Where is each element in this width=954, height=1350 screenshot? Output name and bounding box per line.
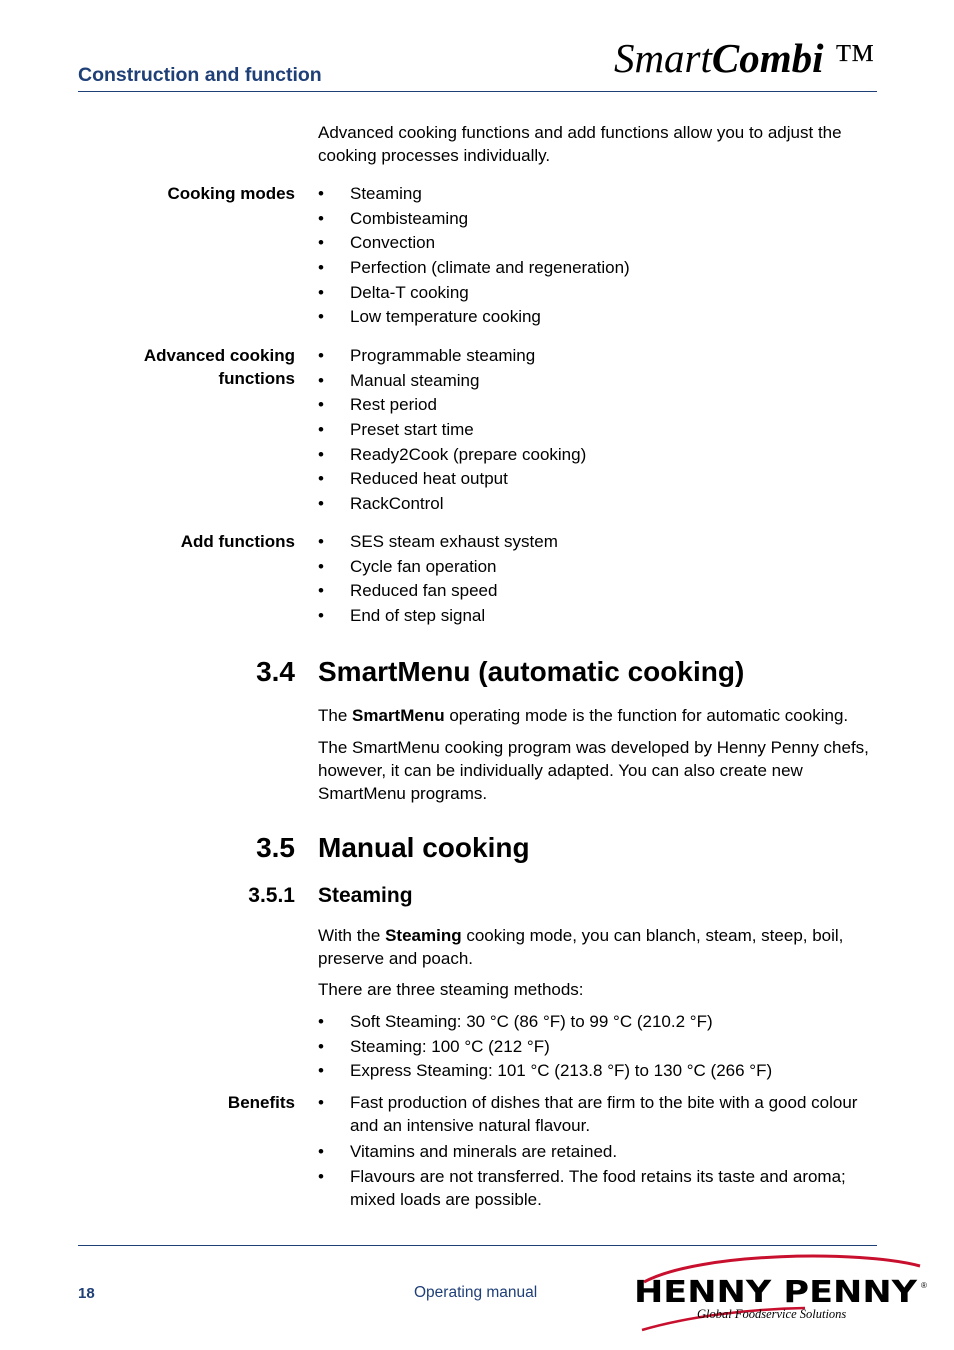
list-item: • SES steam exhaust system — [318, 530, 878, 553]
steaming-paragraph-2: There are three steaming methods: — [318, 980, 584, 999]
list-item: • End of step signal — [318, 604, 878, 627]
brand-tm: ™ — [823, 35, 874, 81]
advanced-functions-label-line1: Advanced cooking — [143, 346, 295, 365]
list-item: • Programmable steaming — [318, 344, 878, 367]
section-header-title: Construction and function — [78, 64, 322, 86]
section-number: 3.4 — [256, 656, 295, 687]
footer-rule — [78, 1245, 877, 1246]
list-item: • Steaming: 100 °C (212 °F) — [318, 1035, 878, 1058]
smartmenu-paragraph-1 — [318, 704, 878, 727]
list-item: • RackControl — [318, 492, 878, 515]
brand-bold: Combi — [711, 35, 824, 81]
add-functions-label: Add functions — [180, 532, 295, 551]
list-item: • Fast production of dishes that are firm to the bite with a good colour and an intensive natural flavour. — [318, 1091, 880, 1137]
page-number: 18 — [78, 1285, 95, 1302]
text-run: operating mode is the function for automatic cooking. — [444, 706, 849, 725]
list-item: • Ready2Cook (prepare cooking) — [318, 443, 878, 466]
list-item: • Steaming — [318, 182, 878, 205]
list-item: • Combisteaming — [318, 207, 878, 230]
section-title: SmartMenu (automatic cooking) — [318, 656, 745, 687]
list-item: • Reduced heat output — [318, 467, 878, 490]
intro-paragraph: Advanced cooking functions and add functions allow you to adjust the cooking processes individually. — [318, 123, 842, 165]
section-title: Steaming — [318, 884, 413, 907]
list-item: • Preset start time — [318, 418, 878, 441]
list-item: • Express Steaming: 101 °C (213.8 °F) to 130 °C (266 °F) — [318, 1059, 878, 1082]
bold-term: Steaming — [385, 926, 462, 945]
list-item: • Rest period — [318, 393, 878, 416]
list-item: • Flavours are not transferred. The food retains its taste and aroma; mixed loads are possible. — [318, 1165, 880, 1211]
smartmenu-paragraph-2: The SmartMenu cooking program was developed by Henny Penny chefs, however, it can be individually adapted. You can also create new SmartMenu programs. — [318, 738, 869, 803]
text-run: The — [318, 706, 353, 725]
section-number: 3.5 — [256, 832, 295, 863]
footer-manual-label: Operating manual — [414, 1284, 538, 1301]
steaming-paragraph-1 — [318, 924, 878, 970]
brand-prefix: Smart — [613, 35, 712, 81]
benefits-label: Benefits — [227, 1093, 295, 1112]
list-item: • Reduced fan speed — [318, 579, 878, 602]
logo-tagline: Global Foodservice Solutions — [697, 1307, 847, 1321]
brand-title — [614, 34, 874, 82]
list-item: • Manual steaming — [318, 369, 878, 392]
list-item: • Cycle fan operation — [318, 555, 878, 578]
logo-wordmark: HENNY PENNY — [634, 1275, 919, 1310]
section-title: Manual cooking — [318, 832, 530, 863]
text-run: cooking mode, you can blanch, steam, steep, boil, preserve and poach. — [318, 926, 844, 968]
section-number: 3.5.1 — [248, 884, 295, 907]
text-run: With the — [318, 926, 386, 945]
list-item: • Convection — [318, 231, 878, 254]
steaming-methods-list — [318, 1010, 878, 1084]
list-item: • Low temperature cooking — [318, 305, 878, 328]
benefits-list — [318, 1091, 880, 1214]
list-item: • Delta-T cooking — [318, 281, 878, 304]
logo-registered: ® — [921, 1281, 927, 1290]
advanced-functions-label-line2: functions — [218, 369, 295, 388]
list-item: • Vitamins and minerals are retained. — [318, 1140, 880, 1163]
cooking-modes-label: Cooking modes — [167, 184, 295, 203]
list-item: • Perfection (climate and regeneration) — [318, 256, 878, 279]
advanced-functions-list — [318, 344, 878, 517]
add-functions-list — [318, 530, 878, 629]
header-rule — [78, 91, 877, 92]
cooking-modes-list — [318, 182, 878, 330]
list-item: • Soft Steaming: 30 °C (86 °F) to 99 °C (210.2 °F) — [318, 1010, 878, 1033]
henny-penny-logo — [630, 1254, 930, 1334]
advanced-functions-label — [144, 344, 295, 390]
bold-term: SmartMenu — [352, 706, 445, 725]
